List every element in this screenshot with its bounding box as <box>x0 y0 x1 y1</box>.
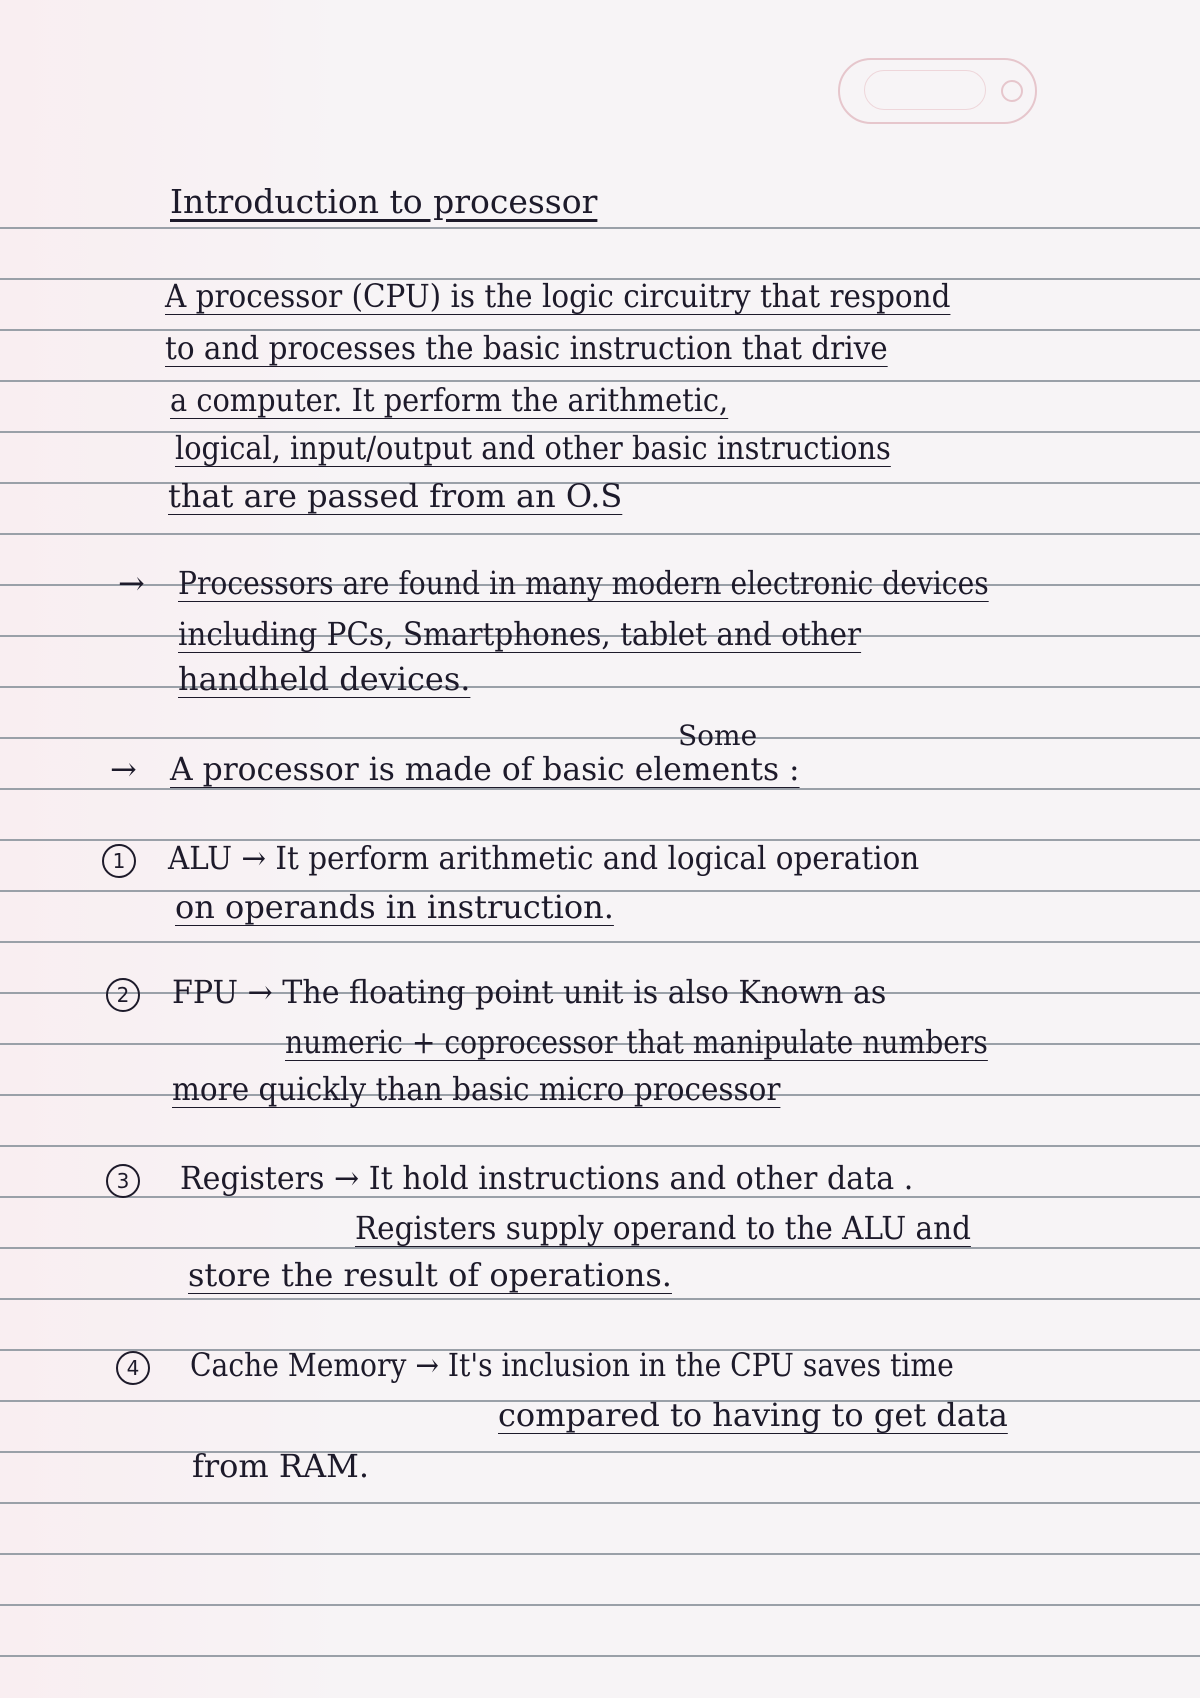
item-3-line-2: Registers supply operand to the ALU and <box>355 1209 971 1247</box>
item-4-line-3: from RAM. <box>192 1447 370 1485</box>
bullet2-line: A processor is made of basic elements : <box>170 750 800 788</box>
item-number-badge: 4 <box>116 1351 150 1385</box>
item-number-badge: 3 <box>106 1164 140 1198</box>
bullet1-line-2: including PCs, Smartphones, tablet and other <box>178 615 862 653</box>
bullet-arrow-icon: → <box>118 564 145 602</box>
logo-inner-ring <box>864 70 986 110</box>
item-1-number <box>102 838 154 878</box>
item-4-number <box>116 1345 168 1385</box>
intro-line-3: a computer. It perform the arithmetic, <box>170 381 729 419</box>
item-3-line-3: store the result of operations. <box>188 1256 672 1294</box>
intro-line-4: logical, input/output and other basic instructions <box>175 429 891 467</box>
item-2-line-3: more quickly than basic micro processor <box>172 1070 781 1108</box>
item-3-line-1: Registers → It hold instructions and other data . <box>180 1159 914 1197</box>
intro-line-2: to and processes the basic instruction that drive <box>165 329 888 367</box>
intro-line-5: that are passed from an O.S <box>168 477 623 515</box>
item-number-badge: 1 <box>102 844 136 878</box>
item-2-line-1: FPU → The floating point unit is also Known as <box>172 973 887 1011</box>
bullet1-line-3: handheld devices. <box>178 660 471 698</box>
notebook-brand-logo <box>838 58 1037 124</box>
page-title: Introduction to processor <box>170 182 598 221</box>
item-4-line-2: compared to having to get data <box>498 1396 1008 1434</box>
logo-dot-icon <box>1001 80 1023 102</box>
intro-line-1: A processor (CPU) is the logic circuitry that respond <box>165 277 951 315</box>
bullet1-line-1: Processors are found in many modern electronic devices <box>178 564 989 602</box>
item-4-line-1: Cache Memory → It's inclusion in the CPU saves time <box>190 1346 954 1384</box>
item-1-line-2: on operands in instruction. <box>175 888 614 926</box>
inserted-word: Some <box>678 719 758 752</box>
item-2-line-2: numeric + coprocessor that manipulate numbers <box>285 1023 988 1061</box>
item-number-badge: 2 <box>106 978 140 1012</box>
item-1-line-1: ALU → It perform arithmetic and logical operation <box>168 839 920 877</box>
bullet-arrow-icon: → <box>110 750 137 788</box>
item-2-number <box>106 972 158 1012</box>
item-3-number <box>106 1158 158 1198</box>
